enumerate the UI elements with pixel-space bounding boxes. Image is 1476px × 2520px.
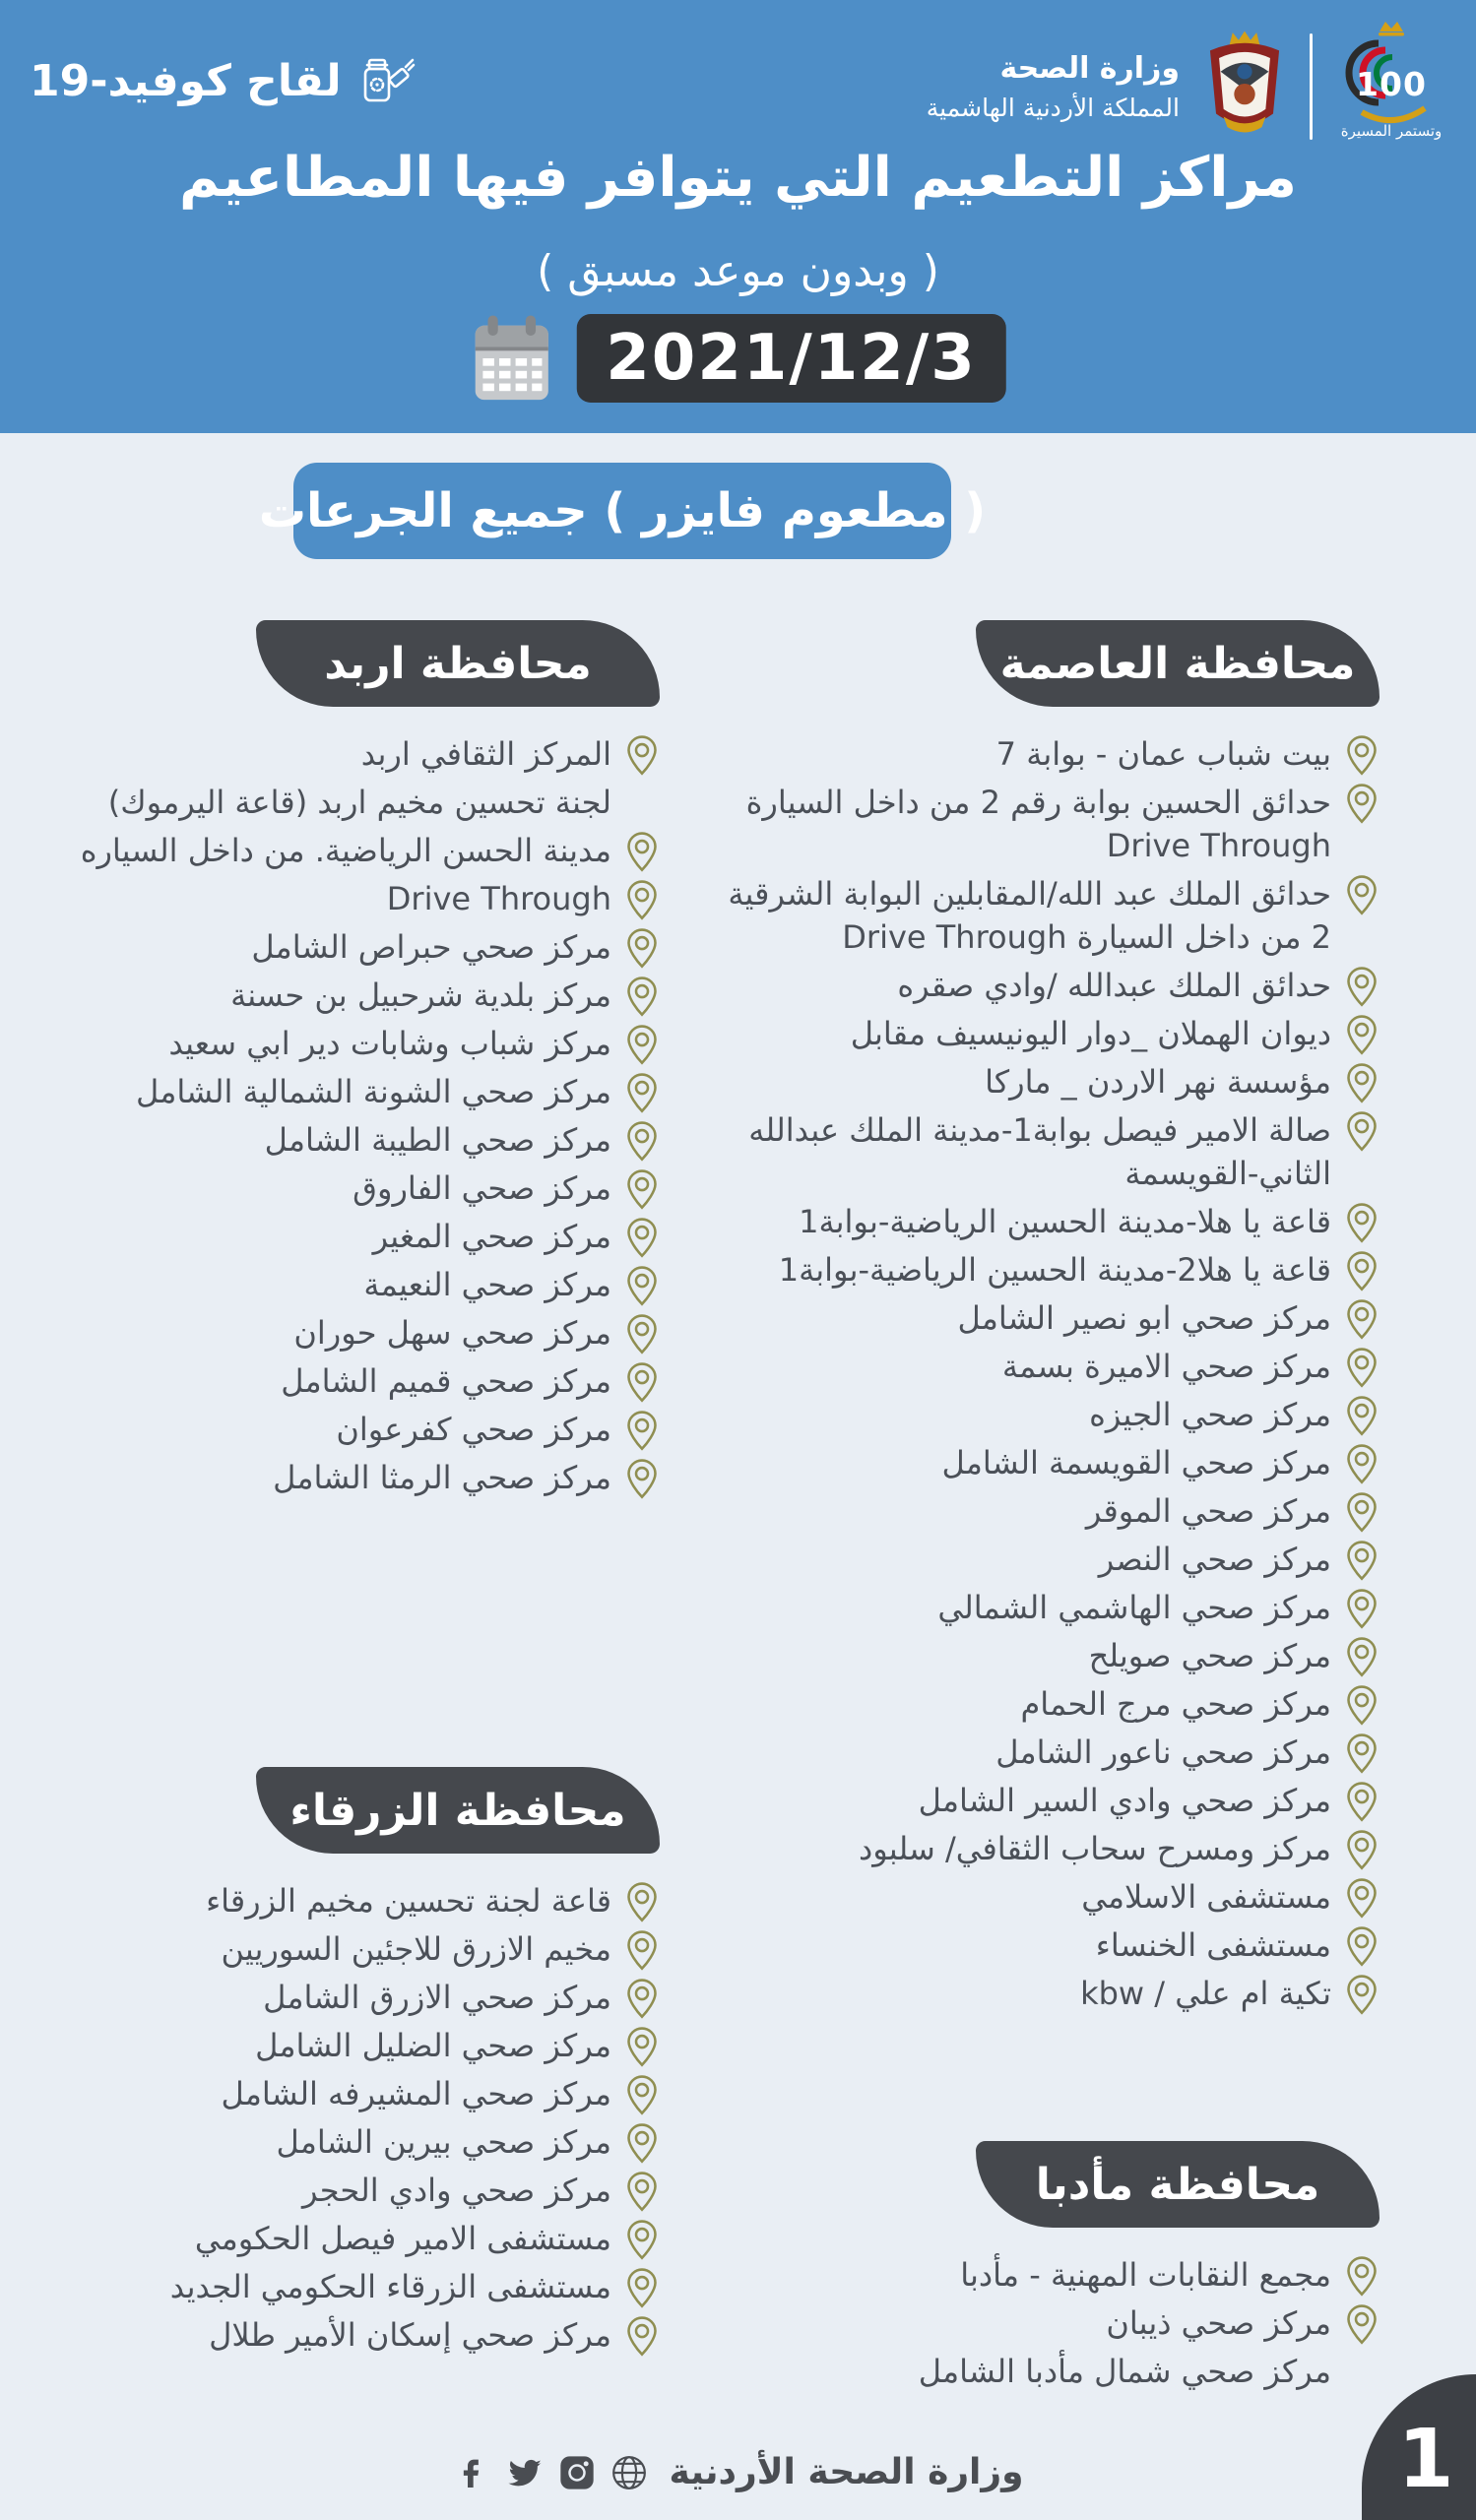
location-pin-icon: [624, 1929, 660, 1971]
center-name: مركز صحي الضليل الشامل: [255, 2027, 611, 2064]
column-right: [700, 620, 1380, 2398]
location-pin-icon: [624, 1881, 660, 1922]
location-pin-icon: [624, 2267, 660, 2308]
center-name: حدائق الملك عبد الله/المقابلين البوابة الشرقية 2 من داخل السيارة Drive Through: [728, 875, 1331, 956]
center-list-madaba: [700, 2253, 1380, 2393]
location-pin-icon: [1344, 1974, 1380, 2015]
center-name: مركز صحي صويلح: [1088, 1637, 1331, 1674]
center-list-irbid: [16, 732, 660, 1499]
centennial-tagline: وتستمر المسيرة: [1340, 122, 1443, 140]
center-name: Drive Through: [386, 880, 611, 917]
center-name: المركز الثقافي اربد: [360, 735, 611, 773]
list-item: [700, 1060, 1380, 1103]
location-pin-icon: [1344, 1250, 1380, 1292]
center-name: مركز صحي بيرين الشامل: [276, 2123, 611, 2161]
center-name: حدائق الحسين بوابة رقم 2 من داخل السيارة Drive Through: [745, 784, 1331, 864]
calendar-icon: [470, 313, 552, 404]
location-pin-icon: [624, 1978, 660, 2019]
list-item: [700, 1731, 1380, 1774]
list-item: [700, 732, 1380, 776]
ministry-name: وزارة الصحة: [999, 51, 1180, 87]
location-pin-icon: [624, 1120, 660, 1162]
list-item: [16, 877, 660, 920]
list-item: [700, 1296, 1380, 1340]
center-name: مركز صحي الجيزه: [1089, 1396, 1331, 1433]
center-name: مركز ومسرح سحاب الثقافي/ سلبود: [859, 1830, 1331, 1867]
location-pin-icon: [1344, 1491, 1380, 1533]
list-item: [16, 1359, 660, 1403]
list-item: [700, 1108, 1380, 1195]
location-pin-icon: [1344, 1829, 1380, 1870]
kingdom-name: المملكة الأردنية الهاشمية: [926, 93, 1180, 122]
center-name: مركز صحي وادي السير الشامل: [918, 1782, 1331, 1819]
list-item: [16, 1166, 660, 1210]
center-name: مستشفى الامير فيصل الحكومي: [194, 2220, 611, 2257]
center-name: مركز صحي المغير: [372, 1218, 611, 1255]
center-name: قاعة يا هلا-مدينة الحسين الرياضية-بوابة1: [799, 1203, 1331, 1240]
center-name: حدائق الملك عبدالله /وادي صقره: [897, 967, 1331, 1004]
list-item: [16, 1070, 660, 1113]
location-pin-icon: [624, 1024, 660, 1065]
center-name: مجمع النقابات المهنية - مأدبا: [960, 2256, 1331, 2294]
center-name: مركز صحي ذيبان: [1106, 2304, 1331, 2342]
location-pin-icon: [624, 1410, 660, 1451]
center-name: مركز صحي مرج الحمام: [1020, 1685, 1331, 1723]
location-pin-icon: [624, 2026, 660, 2067]
location-pin-icon: [1344, 966, 1380, 1007]
list-item: [700, 1441, 1380, 1484]
location-pin-icon: [624, 879, 660, 920]
center-name: مركز صحي الطيبة الشامل: [264, 1121, 611, 1159]
list-item: [16, 925, 660, 969]
location-pin-icon: [624, 831, 660, 872]
list-item: [16, 1263, 660, 1306]
location-pin-icon: [624, 2219, 660, 2260]
center-name: مستشفى الخنساء: [1095, 1926, 1331, 1964]
location-pin-icon: [624, 927, 660, 969]
list-item: [16, 1118, 660, 1162]
location-pin-icon: [1344, 1014, 1380, 1055]
center-name: مركز صحي المشيرفه الشامل: [221, 2075, 611, 2112]
location-pin-icon: [624, 734, 660, 776]
center-name: ديوان الهملان _دوار اليونيسيف مقابل: [850, 1015, 1331, 1052]
list-item: [16, 1456, 660, 1499]
section-irbid: [16, 620, 660, 1499]
vaccine-type-badge: ( مطعوم فايزر ) جميع الجرعات: [293, 463, 951, 559]
center-name: مركز صحي إسكان الأمير طلال: [209, 2316, 611, 2354]
center-name: مركز بلدية شرحبيل بن حسنة: [230, 976, 611, 1014]
list-item: [700, 1489, 1380, 1533]
list-item: [16, 781, 660, 824]
covid-campaign-group: [30, 51, 417, 110]
location-pin-icon: [624, 2315, 660, 2357]
date-badge: 2021/12/3: [576, 314, 1005, 403]
list-item: [700, 872, 1380, 959]
list-item: [700, 2301, 1380, 2345]
column-left: [16, 620, 660, 2362]
section-title-madaba: محافظة مأدبا: [976, 2141, 1380, 2228]
list-item: [16, 1022, 660, 1065]
location-pin-icon: [1344, 2255, 1380, 2297]
centennial-number: 100: [1356, 65, 1427, 103]
center-name: مركز شباب وشابات دير ابي سعيد: [168, 1025, 611, 1062]
location-pin-icon: [1344, 1588, 1380, 1629]
location-pin-icon: [1344, 1636, 1380, 1677]
list-item: [700, 1634, 1380, 1677]
list-item: [700, 781, 1380, 867]
location-pin-icon: [1344, 1781, 1380, 1822]
campaign-label: لقاح كوفيد-19: [30, 55, 342, 106]
list-item: [16, 829, 660, 872]
center-name: مركز صحي شمال مأدبا الشامل: [918, 2353, 1331, 2390]
center-name: قاعة يا هلا2-مدينة الحسين الرياضية-بوابة1: [778, 1251, 1331, 1289]
list-item: [700, 1248, 1380, 1292]
location-pin-icon: [1344, 1732, 1380, 1774]
facebook-icon[interactable]: [453, 2453, 492, 2492]
center-name: مدينة الحسن الرياضية. من داخل السياره: [80, 832, 611, 869]
list-item: [16, 1311, 660, 1354]
center-name: مركز صحي الفاروق: [353, 1169, 611, 1207]
center-name: مركز صحي الازرق الشامل: [263, 1979, 611, 2016]
center-name: مركز صحي كفرعوان: [336, 1411, 611, 1448]
center-name: لجنة تحسين مخيم اربد (قاعة اليرموك): [107, 784, 611, 821]
center-name: مركز صحي حبراص الشامل: [251, 928, 611, 966]
center-name: مركز صحي النصر: [1098, 1541, 1331, 1578]
location-pin-icon: [624, 1168, 660, 1210]
list-item: [16, 1879, 660, 1922]
location-pin-icon: [624, 1458, 660, 1499]
page-title: مراكز التطعيم التي يتوافر فيها المطاعيم: [179, 146, 1297, 210]
list-item: [700, 1779, 1380, 1822]
list-item: [700, 1827, 1380, 1870]
list-item: [700, 1923, 1380, 1967]
jordan-coat-of-arms-logo: [1199, 27, 1290, 147]
section-title-capital: محافظة العاصمة: [976, 620, 1380, 707]
center-name: بيت شباب عمان - بوابة 7: [995, 735, 1331, 773]
list-item: [700, 1875, 1380, 1919]
location-pin-icon: [1344, 1110, 1380, 1152]
location-pin-icon: [1344, 1347, 1380, 1388]
globe-icon[interactable]: [610, 2453, 649, 2492]
header-banner: [0, 0, 1476, 433]
center-name: مؤسسة نهر الاردن _ ماركا: [985, 1063, 1331, 1101]
center-list-capital: [700, 732, 1380, 2015]
location-pin-icon: [1344, 1202, 1380, 1243]
list-item: [16, 2313, 660, 2357]
date-group: [470, 313, 1005, 404]
location-pin-icon: [624, 1072, 660, 1113]
section-title-irbid: محافظة اربد: [256, 620, 660, 707]
list-item: [16, 2169, 660, 2212]
logo-divider: [1310, 33, 1313, 140]
center-name: مركز صحي النعيمة: [363, 1266, 611, 1303]
location-pin-icon: [1344, 1395, 1380, 1436]
center-name: مركز صحي ناعور الشامل: [995, 1733, 1331, 1771]
list-item: [16, 1215, 660, 1258]
location-pin-icon: [1344, 874, 1380, 915]
list-item: [700, 1538, 1380, 1581]
centennial-logo: [1332, 18, 1450, 156]
location-pin-icon: [1344, 1925, 1380, 1967]
list-item: [700, 1200, 1380, 1243]
logo-group: [927, 18, 1450, 156]
location-pin-icon: [1344, 1443, 1380, 1484]
center-name: مركز صحي وادي الحجر: [302, 2172, 611, 2209]
center-list-zarqa: [16, 1879, 660, 2357]
list-item: [700, 1012, 1380, 1055]
list-item: [16, 2120, 660, 2164]
location-pin-icon: [624, 2074, 660, 2115]
center-name: مركز صحي الاميرة بسمة: [1001, 1348, 1331, 1385]
location-pin-icon: [624, 976, 660, 1017]
section-madaba: [700, 2141, 1380, 2393]
center-name: مركز صحي الرمثا الشامل: [273, 1459, 611, 1496]
section-title-zarqa: محافظة الزرقاء: [256, 1767, 660, 1854]
center-name: مركز صحي قميم الشامل: [281, 1362, 611, 1400]
section-capital: [700, 620, 1380, 2015]
center-name: مركز صحي سهل حوران: [293, 1314, 611, 1352]
list-item: [700, 1345, 1380, 1388]
location-pin-icon: [624, 1217, 660, 1258]
list-item: [700, 1393, 1380, 1436]
list-item: [700, 2350, 1380, 2393]
location-pin-icon: [624, 2122, 660, 2164]
location-pin-icon: [1344, 783, 1380, 824]
location-pin-icon: [624, 1265, 660, 1306]
center-name: مركز صحي الهاشمي الشمالي: [937, 1589, 1331, 1626]
vaccine-vial-icon: [357, 51, 417, 110]
center-name: تكية ام علي / kbw: [1080, 1975, 1331, 2012]
list-item: [16, 1976, 660, 2019]
list-item: [16, 2024, 660, 2067]
center-name: مستشفى الاسلامي: [1081, 1878, 1331, 1916]
list-item: [700, 2253, 1380, 2297]
location-pin-icon: [624, 1361, 660, 1403]
page-subtitle: ( وبدون موعد مسبق ): [537, 246, 939, 296]
location-pin-icon: [1344, 734, 1380, 776]
location-pin-icon: [1344, 1540, 1380, 1581]
section-zarqa: [16, 1767, 660, 2357]
list-item: [700, 1586, 1380, 1629]
list-item: [16, 1927, 660, 1971]
center-name: صالة الامير فيصل بوابة1-مدينة الملك عبدالله الثاني-القويسمة: [748, 1111, 1331, 1192]
center-name: مركز صحي القويسمة الشامل: [941, 1444, 1331, 1481]
list-item: [16, 974, 660, 1017]
center-name: مخيم الازرق للاجئين السوريين: [221, 1930, 611, 1968]
list-item: [16, 732, 660, 776]
location-pin-icon: [1344, 1877, 1380, 1919]
list-item: [16, 2072, 660, 2115]
center-name: مركز صحي ابو نصير الشامل: [957, 1299, 1331, 1337]
instagram-icon[interactable]: [557, 2453, 597, 2492]
page-number: 1: [1397, 2413, 1454, 2506]
center-name: مركز صحي الموقر: [1085, 1492, 1331, 1530]
footer: [453, 2452, 1024, 2492]
center-name: قاعة لجنة تحسين مخيم الزرقاء: [206, 1882, 611, 1920]
location-pin-icon: [624, 1313, 660, 1354]
location-pin-icon: [1344, 1684, 1380, 1726]
list-item: [16, 1408, 660, 1451]
list-item: [700, 1682, 1380, 1726]
center-name: مستشفى الزرقاء الحكومي الجديد: [169, 2268, 611, 2305]
ministry-text-block: [927, 47, 1180, 126]
location-pin-icon: [1344, 1298, 1380, 1340]
footer-ministry-name: وزارة الصحة الأردنية: [669, 2452, 1024, 2492]
twitter-icon[interactable]: [505, 2453, 545, 2492]
location-pin-icon: [624, 2171, 660, 2212]
center-name: مركز صحي الشونة الشمالية الشامل: [136, 1073, 611, 1110]
list-item: [700, 1972, 1380, 2015]
location-pin-icon: [1344, 1062, 1380, 1103]
location-pin-icon: [1344, 2303, 1380, 2345]
list-item: [700, 964, 1380, 1007]
list-item: [16, 2265, 660, 2308]
list-item: [16, 2217, 660, 2260]
